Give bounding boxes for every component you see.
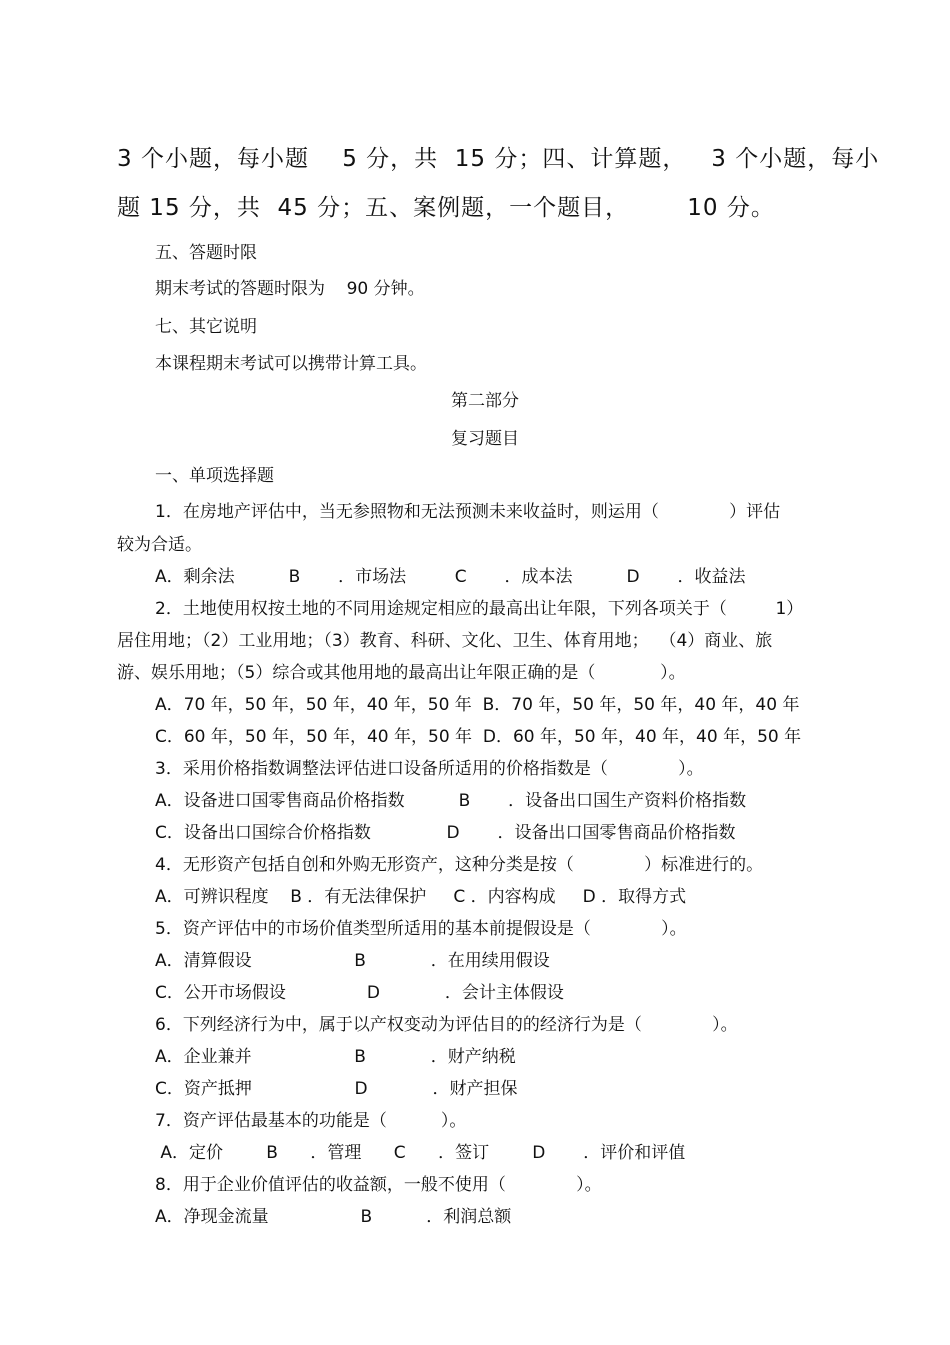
question-text: 8．用于企业价值评估的收益额，一般不使用（ ）。 <box>155 1175 602 1195</box>
answer-options: A．企业兼并 B ．财产纳税 <box>155 1047 516 1067</box>
answer-options: A．剩余法 B ．市场法 C ．成本法 D ．收益法 <box>155 567 746 587</box>
section-heading: 五、答题时限 <box>155 243 257 263</box>
question-text: 游、娱乐用地；（5）综合或其他用地的最高出让年限正确的是（ ）。 <box>117 663 686 683</box>
question-text: 4．无形资产包括自创和外购无形资产，这种分类是按（ ）标准进行的。 <box>155 855 764 875</box>
section-heading: 七、其它说明 <box>155 317 257 337</box>
text-line: 3 个小题，每小题 5 分，共 15 分；四、计算题， 3 个小题，每小 <box>117 146 880 172</box>
question-text: 2．土地使用权按土地的不同用途规定相应的最高出让年限，下列各项关于（ 1） <box>155 599 804 619</box>
text-line: 本课程期末考试可以携带计算工具。 <box>155 354 427 374</box>
question-text: 5．资产评估中的市场价值类型所适用的基本前提假设是（ ）。 <box>155 919 687 939</box>
answer-options: A．清算假设 B ．在用续用假设 <box>155 951 550 971</box>
text-line: 题 15 分，共 45 分；五、案例题，一个题目， 10 分。 <box>117 195 775 221</box>
question-text: 3．采用价格指数调整法评估进口设备所适用的价格指数是（ ）。 <box>155 759 704 779</box>
answer-options: C．设备出口国综合价格指数 D ．设备出口国零售商品价格指数 <box>155 823 736 843</box>
answer-options: A．定价 B ．管理 C ．签订 D ．评价和评值 <box>155 1143 686 1163</box>
question-text: 6．下列经济行为中，属于以产权变动为评估目的的经济行为是（ ）。 <box>155 1015 738 1035</box>
question-text: 7．资产评估最基本的功能是（ ）。 <box>155 1111 467 1131</box>
answer-options: C．公开市场假设 D ．会计主体假设 <box>155 983 564 1003</box>
answer-options: A．净现金流量 B ．利润总额 <box>155 1207 512 1227</box>
part-subtitle: 复习题目 <box>451 429 519 449</box>
question-text: 居住用地；（2）工业用地；（3）教育、科研、文化、卫生、体育用地； （4）商业、旅 <box>117 631 773 651</box>
answer-options: A．可辨识程度 B ．有无法律保护 C ．内容构成 D ．取得方式 <box>155 887 687 907</box>
question-text: 较为合适。 <box>117 535 202 555</box>
answer-options: C．资产抵押 D ．财产担保 <box>155 1079 518 1099</box>
answer-options: C．60 年，50 年，50 年，40 年，50 年 D．60 年，50 年，40 年，40 年，50 年 <box>155 727 802 747</box>
part-title: 第二部分 <box>451 391 519 411</box>
answer-options: A．70 年，50 年，50 年，40 年，50 年 B．70 年，50 年，50 年，40 年，40 年 <box>155 695 800 715</box>
text-line: 期末考试的答题时限为 90 分钟。 <box>155 279 425 299</box>
section-heading: 一、单项选择题 <box>155 466 274 486</box>
answer-options: A．设备进口国零售商品价格指数 B ．设备出口国生产资料价格指数 <box>155 791 747 811</box>
question-text: 1．在房地产评估中，当无参照物和无法预测未来收益时，则运用（ ）评估 <box>155 502 781 522</box>
